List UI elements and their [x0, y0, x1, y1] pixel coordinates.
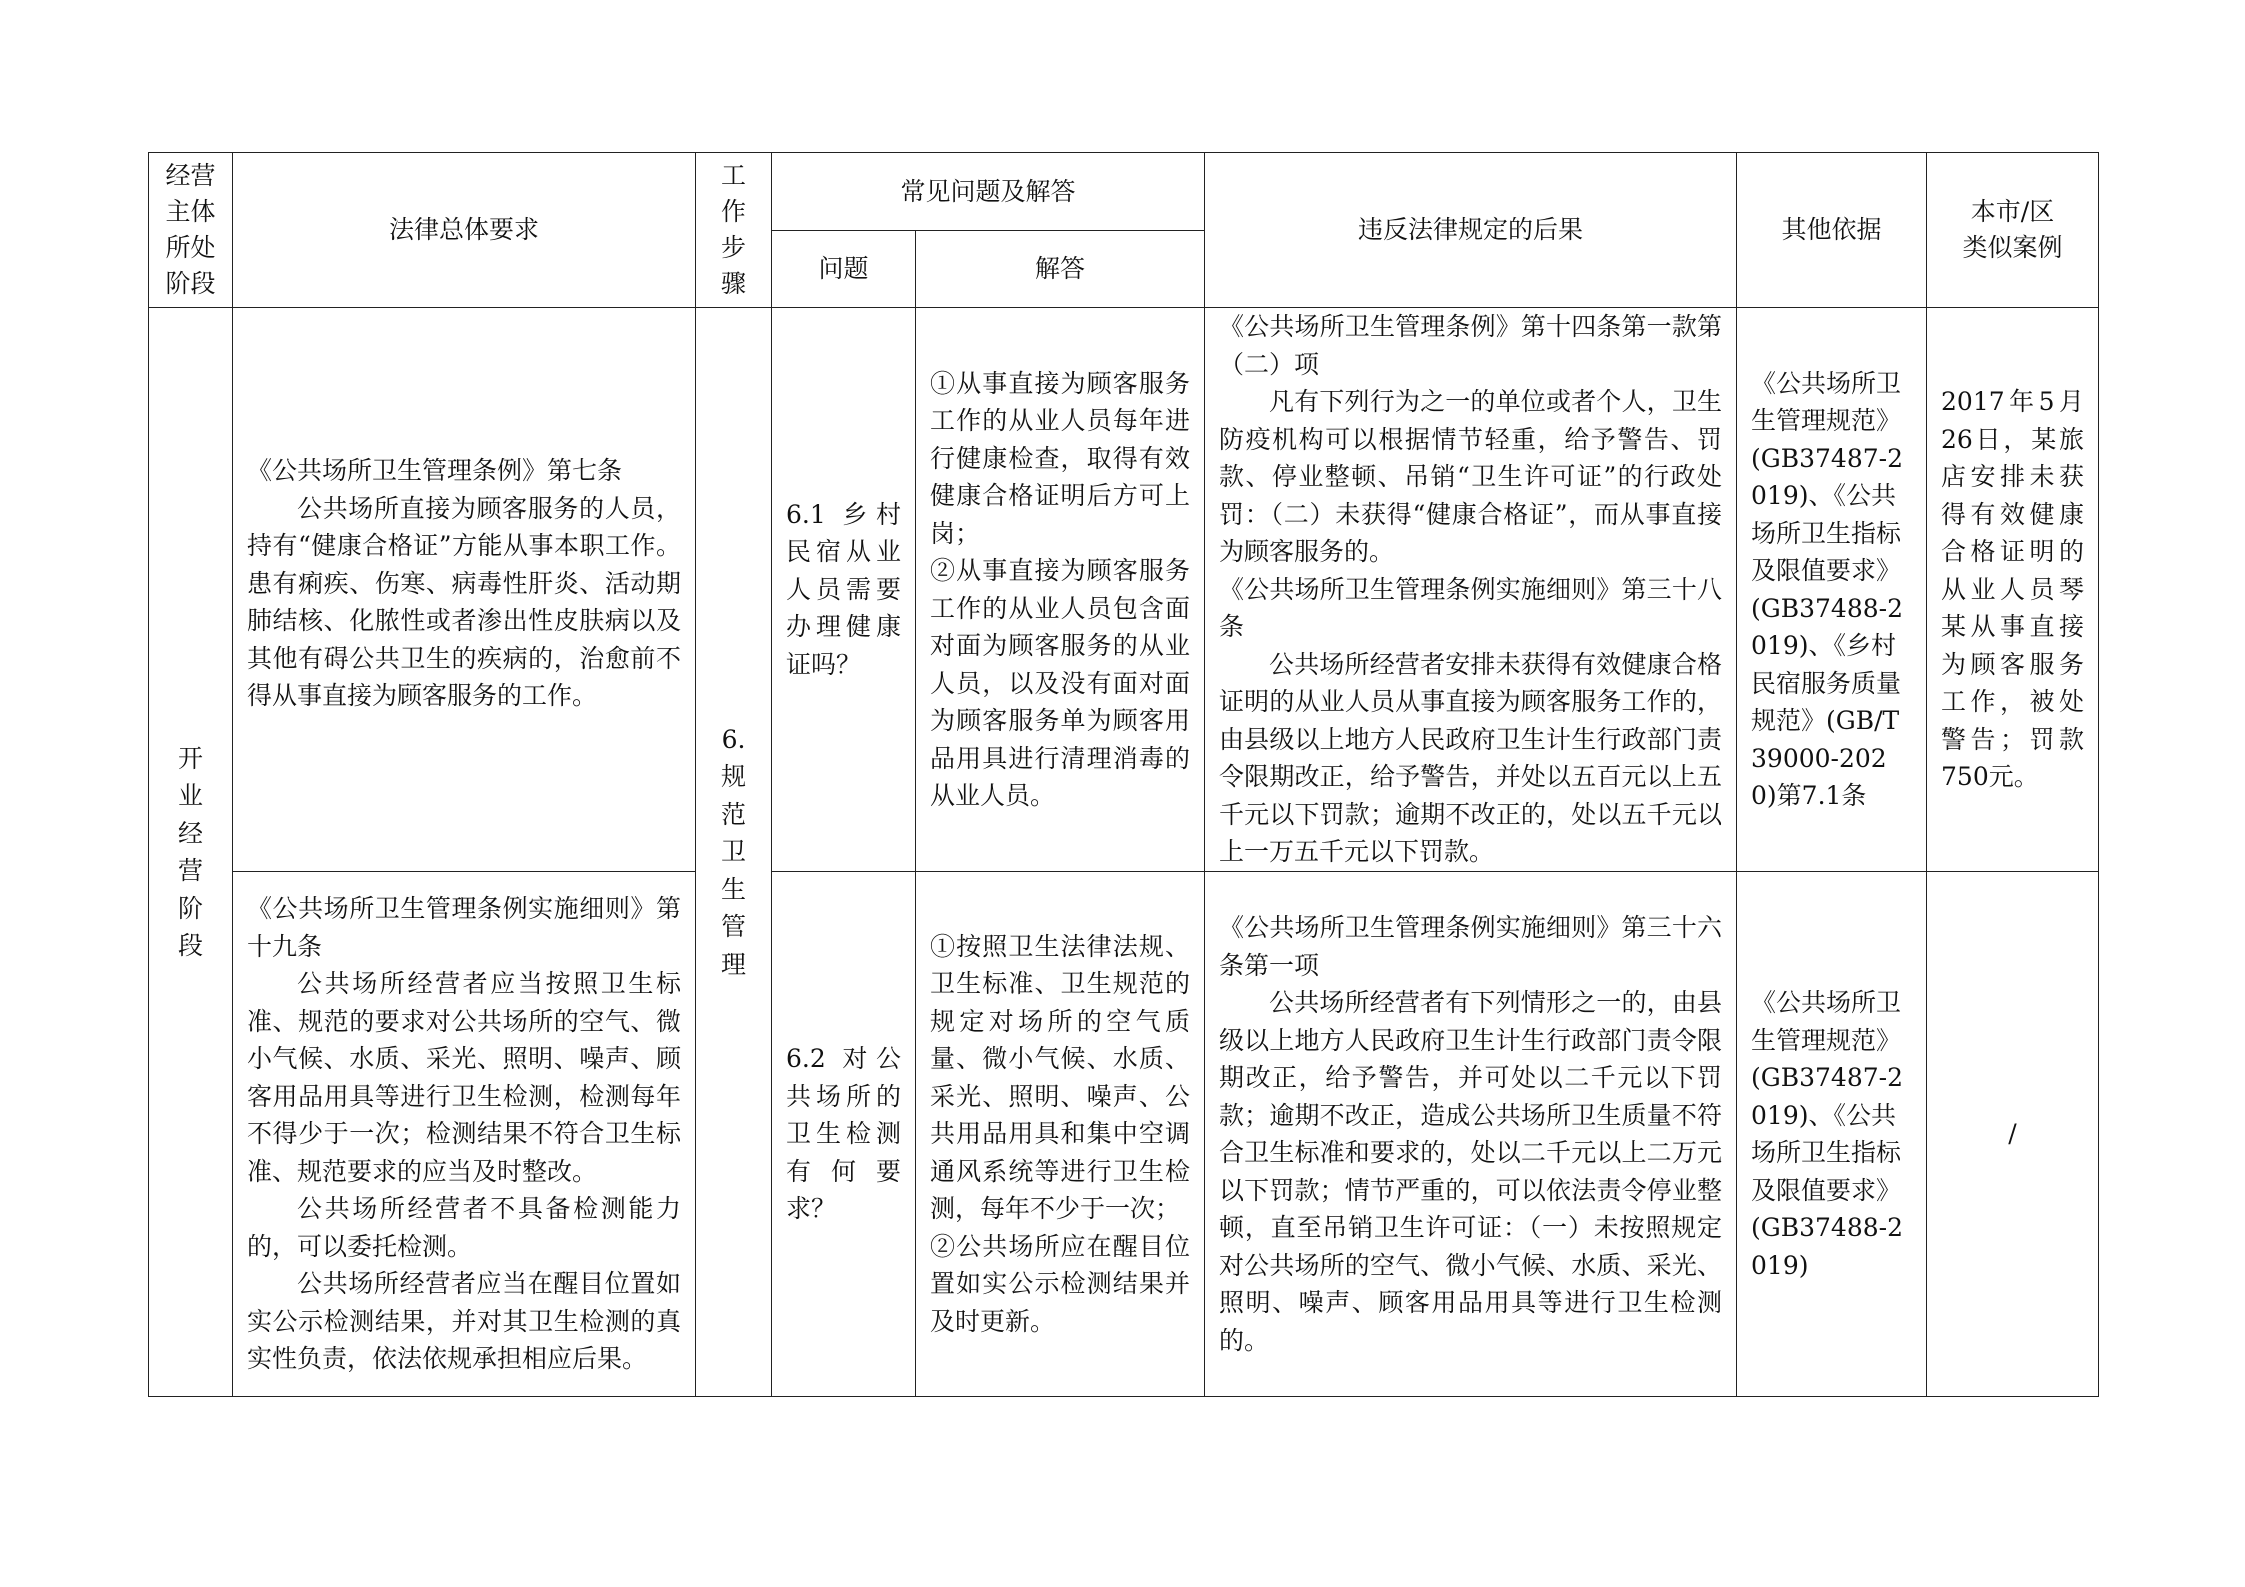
stage-char: 业 [177, 781, 203, 810]
step-cell [696, 308, 772, 1397]
answer-text [916, 365, 1204, 815]
header-cases-label: 本市/区类似案例 [1962, 197, 2063, 262]
question-cell [772, 872, 916, 1397]
header-law: 法律总体要求 [233, 153, 696, 308]
step-label [696, 721, 771, 984]
law-paragraph: 公共场所经营者不具备检测能力的，可以委托检测。 [247, 1194, 681, 1261]
consequence-text [1205, 909, 1736, 1359]
header-step-label: 工作步骤 [720, 161, 746, 298]
step-char: 6. [721, 724, 746, 754]
header-question: 问题 [772, 231, 916, 308]
case-text: / [2008, 1119, 2017, 1149]
question-text: 6.1 乡村民宿从业人员需要办理健康证吗？ [786, 499, 901, 679]
answer-item: ②公共场所应在醒目位置如实公示检测结果并及时更新。 [930, 1231, 1191, 1336]
stage-cell [149, 308, 233, 1397]
law-paragraph: 公共场所经营者应当按照卫生标准、规范的要求对公共场所的空气、微小气候、水质、采光、照明、噪声、顾客用品用具等进行卫生检测，检测每年不得少于一次；检测结果不符合卫生标准、规范要求的应当及时整改。 [247, 969, 681, 1186]
header-faq: 常见问题及解答 [772, 153, 1205, 231]
question-cell [772, 308, 916, 872]
stage-char: 经 [177, 818, 203, 848]
law-title: 《公共场所卫生管理条例实施细则》第十九条 [247, 894, 681, 961]
stage-char: 阶 [177, 893, 203, 923]
answer-cell [916, 872, 1205, 1397]
consequence-cell [1205, 308, 1737, 872]
consequence-title: 《公共场所卫生管理条例实施细则》第三十六条第一项 [1219, 913, 1723, 980]
header-step [696, 153, 772, 308]
other-basis-text: 《公共场所卫生管理规范》(GB37487-2019)、《公共场所卫生指标及限值要求》(GB37488-2019)、《乡村民宿服务质量规范》(GB/T 39000-2020)第7.1条 [1751, 368, 1903, 810]
regulation-table [148, 152, 2099, 1397]
header-other-basis: 其他依据 [1737, 153, 1927, 308]
other-basis-text: 《公共场所卫生管理规范》(GB37487-2019)、《公共场所卫生指标及限值要求》(GB37488-2019) [1751, 988, 1903, 1280]
stage-char: 段 [177, 931, 203, 960]
consequence-paragraph: 凡有下列行为之一的单位或者个人，卫生防疫机构可以根据情节轻重，给予警告、罚款、停业整顿、吊销“卫生许可证”的行政处罚：（二）未获得“健康合格证”，而从事直接为顾客服务的。 [1219, 387, 1723, 567]
header-consequence: 违反法律规定的后果 [1205, 153, 1737, 308]
law-paragraph: 公共场所经营者应当在醒目位置如实公示检测结果，并对其卫生检测的真实性负责，依法依规承担相应后果。 [247, 1269, 681, 1374]
case-cell [1927, 872, 2099, 1397]
stage-char: 营 [177, 856, 203, 885]
consequence-text [1205, 308, 1736, 871]
step-char: 理 [720, 949, 746, 979]
law-text [233, 890, 695, 1378]
step-char: 卫 [720, 837, 746, 867]
table-row [149, 872, 2099, 1397]
law-paragraph: 公共场所直接为顾客服务的人员，持有“健康合格证”方能从事本职工作。患有痢疾、伤寒、病毒性肝炎、活动期肺结核、化脓性或者渗出性皮肤病以及其他有碍公共卫生的疾病的，治愈前不得从事直接为顾客服务的工作。 [247, 493, 681, 711]
answer-item: ①从事直接为顾客服务工作的从业人员每年进行健康检查，取得有效健康合格证明后方可上岗； [930, 368, 1191, 548]
answer-cell [916, 308, 1205, 872]
step-char: 生 [720, 874, 746, 904]
header-stage-label: 经营主体所处阶段 [165, 161, 216, 298]
step-char: 范 [720, 799, 746, 829]
header-stage [149, 153, 233, 308]
stage-char: 开 [177, 743, 203, 773]
consequence-paragraph: 公共场所经营者有下列情形之一的，由县级以上地方人民政府卫生计生行政部门责令限期改正，给予警告，并可处以二千元以下罚款；逾期不改正，造成公共场所卫生质量不符合卫生标准和要求的，处以二千元以上二万元以下罚款；情节严重的，可以依法责令停业整顿，直至吊销卫生许可证：（一）未按照规定对公共场所的空气、微小气候、水质、采光、照明、噪声、顾客用品用具等进行卫生检测的。 [1219, 988, 1723, 1355]
answer-item: ②从事直接为顾客服务工作的从业人员包含面对面为顾客服务的从业人员，以及没有面对面为顾客服务单为顾客用品用具进行清理消毒的从业人员。 [930, 556, 1191, 810]
answer-text [916, 928, 1204, 1341]
header-answer: 解答 [916, 231, 1205, 308]
consequence-title: 《公共场所卫生管理条例实施细则》第三十八条 [1219, 574, 1723, 642]
step-char: 管 [720, 912, 746, 942]
header-cases [1927, 153, 2099, 308]
case-text: 2017年5月26日，某旅店安排未获得有效健康合格证明的从业人员琴某从事直接为顾客服务工作，被处警告；罚款750元。 [1941, 387, 2085, 792]
other-basis-cell [1737, 872, 1927, 1397]
table-row [149, 308, 2099, 872]
case-cell [1927, 308, 2099, 872]
answer-item: ①按照卫生法律法规、卫生标准、卫生规范的规定对场所的空气质量、微小气候、水质、采光、照明、噪声、公共用品用具和集中空调通风系统等进行卫生检测，每年不少于一次； [930, 931, 1191, 1224]
consequence-title: 《公共场所卫生管理条例》第十四条第一款第（二）项 [1219, 312, 1723, 379]
question-text: 6.2 对公共场所的卫生检测有何要求？ [786, 1044, 901, 1224]
law-text [233, 452, 695, 715]
header-row [149, 153, 2099, 231]
other-basis-cell [1737, 308, 1927, 872]
law-title: 《公共场所卫生管理条例》第七条 [247, 456, 623, 486]
stage-label [149, 740, 232, 965]
consequence-cell [1205, 872, 1737, 1397]
law-cell [233, 308, 696, 872]
law-cell [233, 872, 696, 1397]
step-char: 规 [720, 762, 746, 792]
consequence-paragraph: 公共场所经营者安排未获得有效健康合格证明的从业人员从事直接为顾客服务工作的，由县级以上地方人民政府卫生计生行政部门责令限期改正，给予警告，并处以五百元以上五千元以下罚款；逾期不改正的，处以五千元以上一万五千元以下罚款。 [1219, 649, 1723, 867]
